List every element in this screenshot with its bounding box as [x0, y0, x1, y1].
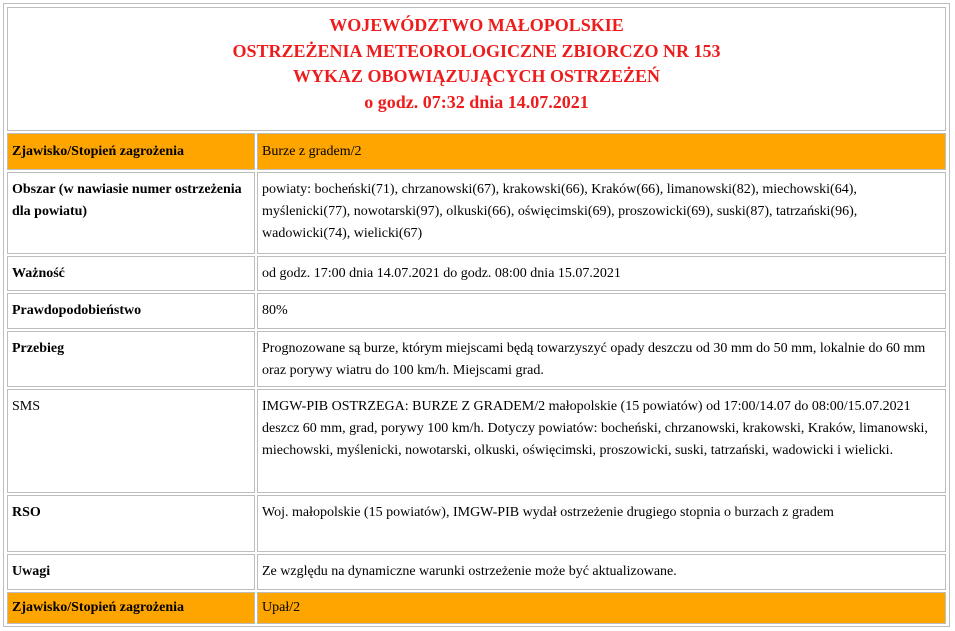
- row-phenomenon: [7, 133, 946, 170]
- row-validity-value: od godz. 17:00 dnia 14.07.2021 do godz. 08:00 dnia 15.07.2021: [257, 256, 946, 291]
- row-phenomenon-label: Zjawisko/Stopień zagrożenia: [7, 133, 255, 170]
- row-rso: [7, 495, 946, 552]
- header-issue-time: o godz. 07:32 dnia 14.07.2021: [364, 91, 589, 112]
- warning-document: [3, 3, 950, 627]
- row-probability-label: Prawdopodobieństwo: [7, 293, 255, 329]
- row-phenomenon-2: [7, 592, 946, 624]
- row-phenomenon-2-value: Upał/2: [257, 592, 946, 624]
- header-bulletin-title: OSTRZEŻENIA METEOROLOGICZNE ZBIORCZO NR 153: [232, 40, 721, 61]
- header-list-title: WYKAZ OBOWIĄZUJĄCYCH OSTRZEŻEŃ: [292, 66, 661, 86]
- row-rso-value: Woj. małopolskie (15 powiatów), IMGW-PIB wydał ostrzeżenie drugiego stopnia o burzach z gradem: [257, 495, 946, 552]
- row-validity: [7, 256, 946, 291]
- row-remarks-label: Uwagi: [7, 554, 255, 590]
- row-area: [7, 172, 946, 254]
- row-rso-label: RSO: [7, 495, 255, 552]
- row-validity-label: Ważność: [7, 256, 255, 291]
- document-header: [7, 7, 946, 131]
- row-sms: [7, 389, 946, 493]
- header-region: WOJEWÓDZTWO MAŁOPOLSKIE: [329, 15, 624, 35]
- row-remarks: [7, 554, 946, 590]
- row-course-value: Prognozowane są burze, którym miejscami będą towarzyszyć opady deszczu od 30 mm do 50 mm, lokalnie do 60 mm oraz porywy wiatru do 100 km/h. Miejscami grad.: [257, 331, 946, 387]
- row-sms-value: IMGW-PIB OSTRZEGA: BURZE Z GRADEM/2 małopolskie (15 powiatów) od 17:00/14.07 do 08:00/15.07.2021 deszcz 60 mm, grad, porywy 100 km/h. Dotyczy powiatów: bocheński, chrzanowski, krakowski, Kraków, limanowski, miechowski, myślenicki, nowotarski, olkuski, oświęcimski, proszowicki, suski, tatrzański, wadowicki i wielicki.: [257, 389, 946, 493]
- row-area-label: Obszar (w nawiasie numer ostrzeżenia dla powiatu): [7, 172, 255, 254]
- row-course-label: Przebieg: [7, 331, 255, 387]
- row-probability-value: 80%: [257, 293, 946, 329]
- row-phenomenon-2-label: Zjawisko/Stopień zagrożenia: [7, 592, 255, 624]
- row-remarks-value: Ze względu na dynamiczne warunki ostrzeżenie może być aktualizowane.: [257, 554, 946, 590]
- row-phenomenon-value: Burze z gradem/2: [257, 133, 946, 170]
- row-area-value: powiaty: bocheński(71), chrzanowski(67), krakowski(66), Kraków(66), limanowski(82), miechowski(64), myślenicki(77), nowotarski(97), olkuski(66), oświęcimski(69), proszowicki(69), suski(87), tatrzański(96), wadowicki(74), wielicki(67): [257, 172, 946, 254]
- row-sms-label: SMS: [7, 389, 255, 493]
- row-course: [7, 331, 946, 387]
- row-probability: [7, 293, 946, 329]
